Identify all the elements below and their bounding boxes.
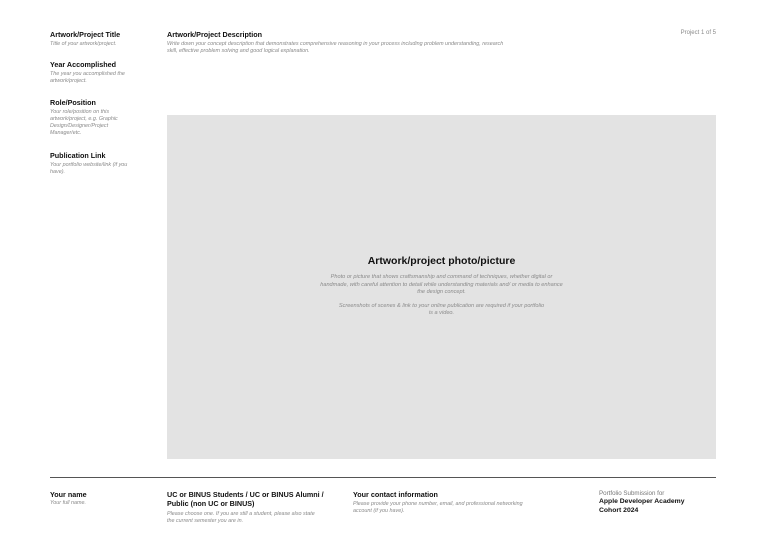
photo-note: Screenshots of scenes & link to your online publication are required if your portfolio is a video. <box>338 302 545 316</box>
student-status-hint: Please choose one. If you are still a student, please also state the current semester you are in. <box>167 511 315 524</box>
student-status-label: UC or BINUS Students / UC or BINUS Alumni / Public (non UC or BINUS) <box>167 490 324 508</box>
contact-info-field <box>353 490 533 515</box>
role-position-label: Role/Position <box>50 98 96 107</box>
year-accomplished-label: Year Accomplished <box>50 60 117 69</box>
photo-description: Photo or picture that shows craftsmanship and command of techniques, whether digital or handmade, with careful attention to detail while understanding materials and/ or media to enhance the design concept. <box>320 274 563 295</box>
year-accomplished-field <box>50 60 135 85</box>
project-description-field <box>167 30 512 55</box>
role-position-field <box>50 98 136 137</box>
student-status-field <box>167 490 332 525</box>
submission-line-2: Apple Developer Academy <box>599 498 685 505</box>
publication-link-field <box>50 151 128 176</box>
role-position-hint: Your role/position on this artwork/project, e.g. Graphic Design/Designer/Project Manager/etc. <box>50 109 118 136</box>
page-counter: Project 1 of 5 <box>680 30 716 36</box>
contact-info-hint: Please provide your phone number, email, and professional networking account (if you have). <box>353 501 523 514</box>
submission-line-3: Cohort 2024 <box>599 506 639 514</box>
your-name-hint: Your full name. <box>50 500 86 506</box>
artwork-title-label: Artwork/Project Title <box>50 30 121 39</box>
footer-divider <box>50 477 716 478</box>
photo-placeholder <box>167 115 716 459</box>
publication-link-hint: Your portfolio website/link (if you have). <box>50 162 128 175</box>
year-accomplished-hint: The year you accomplished the artwork/project. <box>50 71 125 84</box>
contact-info-label: Your contact information <box>353 490 438 499</box>
project-description-hint: Write down your concept description that demonstrates comprehensive reasoning in your process including problem understanding, research skill, effective problem solving and good logical explanation. <box>167 41 504 54</box>
artwork-title-field <box>50 30 140 48</box>
project-description-label: Artwork/Project Description <box>167 30 263 39</box>
submission-info <box>599 490 716 515</box>
publication-link-label: Publication Link <box>50 151 106 160</box>
your-name-field <box>50 490 150 507</box>
photo-title: Artwork/project photo/picture <box>367 255 516 267</box>
submission-line-1: Portfolio Submission for <box>599 490 665 497</box>
artwork-title-hint: Title of your artwork/project. <box>50 41 117 47</box>
your-name-label: Your name <box>50 490 87 499</box>
